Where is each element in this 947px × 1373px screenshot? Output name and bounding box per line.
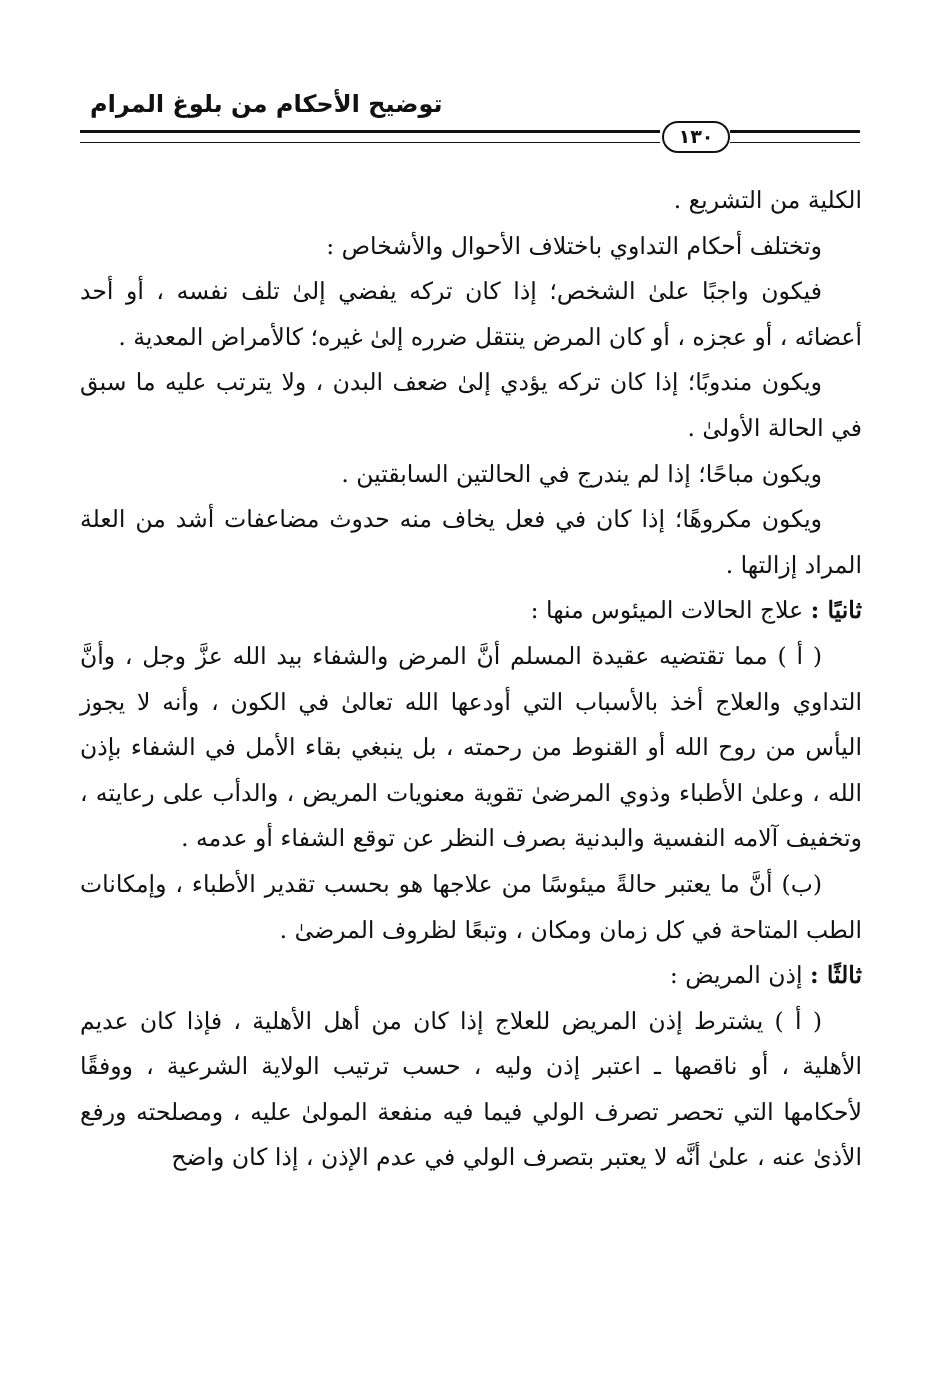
section-heading <box>80 953 862 999</box>
paragraph: (ب) أنَّ ما يعتبر حالةً ميئوسًا من علاجها هو بحسب تقدير الأطباء ، وإمكانات الطب المتاحة في كل زمان ومكان ، وتبعًا لظروف المرضىٰ . <box>80 869 862 944</box>
paragraph: ( أ ) يشترط إذن المريض للعلاج إذا كان من أهل الأهلية ، فإذا كان عديم الأهلية ، أو ناقصها ـ اعتبر إذن وليه ، حسب ترتيب الولاية الشرعية ، ووفقًا لأحكامها التي تحصر تصرف الولي فيما فيه منفعة المولىٰ عليه ، ومصلحته ورفع الأذىٰ عنه ، علىٰ أنَّه لا يعتبر بتصرف الولي في عدم الإذن ، إذا كان واضح <box>80 1006 862 1172</box>
paragraph: فيكون واجبًا علىٰ الشخص؛ إذا كان تركه يفضي إلىٰ تلف نفسه ، أو أحد أعضائه ، أو عجزه ، أو كان المرض ينتقل ضرره إلىٰ غيره؛ كالأمراض المعدية . <box>80 277 862 351</box>
section-heading <box>80 588 862 634</box>
page-body <box>80 178 862 1181</box>
page-header <box>80 88 860 163</box>
paragraph: الكلية من التشريع . <box>673 186 862 214</box>
paragraph: ويكون مباحًا؛ إذا لم يندرج في الحالتين السابقتين . <box>341 459 822 488</box>
header-rule-left <box>80 130 660 143</box>
paragraph: ( أ ) مما تقتضيه عقيدة المسلم أنَّ المرض والشفاء بيد الله عزَّ وجل ، وأنَّ التداوي والعلاج أخذ بالأسباب التي أودعها الله تعالىٰ في الكون ، وأنه لا يجوز اليأس من روح الله أو القنوط من رحمته ، بل ينبغي بقاء الأمل في الشفاء بإذن الله ، وعلىٰ الأطباء وذوي المرضىٰ تقوية معنويات المريض ، والدأب على رعايته ، وتخفيف آلامه النفسية والبدنية بصرف النظر عن توقع الشفاء أو عدمه . <box>80 641 862 853</box>
section-heading-label: ثالثًا : <box>810 961 862 990</box>
section-heading-label: ثانيًا : <box>810 596 862 625</box>
header-rule-right <box>730 130 860 143</box>
section-heading-text: إذن المريض : <box>669 961 803 990</box>
paragraph: وتختلف أحكام التداوي باختلاف الأحوال والأشخاص : <box>326 231 822 260</box>
paragraph: ويكون مكروهًا؛ إذا كان في فعل يخاف منه حدوث مضاعفات أشد من العلة المراد إزالتها . <box>80 505 862 579</box>
section-heading-text: علاج الحالات الميئوس منها : <box>530 596 804 625</box>
page-number: ١٣٠ <box>662 121 730 153</box>
paragraph: ويكون مندوبًا؛ إذا كان تركه يؤدي إلىٰ ضعف البدن ، ولا يترتب عليه ما سبق في الحالة الأولىٰ . <box>80 368 862 442</box>
book-title: توضيح الأحكام من بلوغ المرام <box>90 90 443 118</box>
